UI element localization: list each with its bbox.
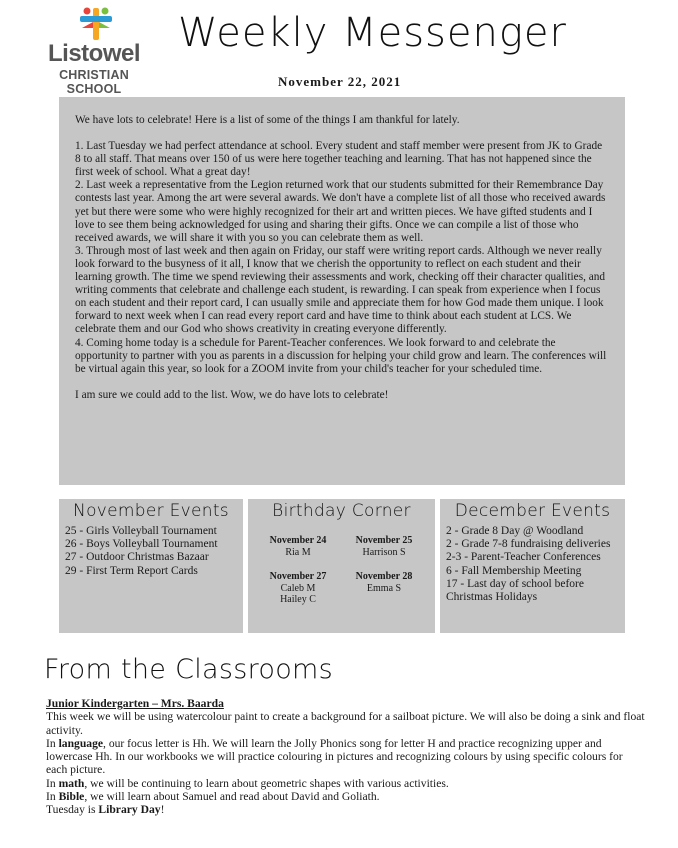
list-item: 26 - Boys Volleyball Tournament [65, 538, 218, 551]
december-events-list [440, 525, 625, 604]
newsletter-date: November 22, 2021 [278, 74, 402, 89]
newsletter-title: Weekly Messenger [178, 10, 567, 56]
principal-message [59, 97, 625, 485]
class-line: In Bible, we will learn about Samuel and read about David and Goliath. [46, 790, 380, 804]
december-events-title: December Events [454, 501, 611, 521]
closing-line: I am sure we could add to the list. Wow, we do have lots to celebrate! [75, 388, 389, 401]
classroom-update [46, 697, 646, 817]
birthday-name: Harrison S [362, 546, 406, 558]
list-item: 29 - First Term Report Cards [65, 564, 198, 577]
thanks-item-3: 3. Through most of last week and then again on Friday, our staff were writing report cards. Although we never really look forward to the busyness of it all, I know that we cherish the opportunity to reflect on each student and their learning growth. The time we spend reviewing their assessments and work, checking off their character qualities, and writing comments that celebrate and challenge each student, is rewarding. I can speak from experience when I focus on each student and their report card, I can usually smile and appreciate them for how God made them unique. I look forward to next week when I can read every report card and have time to think about each student at LCS. We celebrate them and our God who shows creativity in creating everyone differently. [75, 244, 606, 336]
december-events-box [440, 499, 625, 633]
birthday-entry [256, 535, 340, 558]
list-item: 2-3 - Parent-Teacher Conferences [446, 551, 601, 564]
birthday-date: November 28 [355, 571, 413, 582]
birthday-entry [256, 571, 340, 606]
classrooms-section-title: From the Classrooms [44, 654, 334, 685]
birthday-entry [342, 535, 426, 558]
birthday-corner-title: Birthday Corner [272, 501, 411, 521]
school-logo [36, 6, 152, 96]
thanks-item-4: 4. Coming home today is a schedule for Parent-Teacher conferences. We look forward to and celebrate the opportunity to partner with you as parents in a discussion for helping your child grow and learn. The conferences will be virtual again this year, so look for a ZOOM invite from your child's teacher for your scheduled time. [75, 336, 607, 375]
class-heading: Junior Kindergarten – Mrs. Baarda [46, 697, 224, 710]
cross-logo-icon [78, 6, 114, 42]
thanks-item-1: 1. Last Tuesday we had perfect attendance at school. Every student and staff member were present from JK to Grade 8 to all staff. That means over 150 of us were here together teaching and learning. That has not happened since the first week of school. What a great day! [75, 140, 603, 179]
birthday-name: Caleb M [280, 582, 316, 594]
november-events-box [59, 499, 243, 633]
birthday-name: Hailey C [280, 594, 316, 605]
list-item: 2 - Grade 8 Day @ Woodland [446, 525, 584, 537]
birthday-date: November 24 [269, 535, 327, 546]
list-item: 27 - Outdoor Christmas Bazaar [65, 551, 209, 564]
list-item: 2 - Grade 7-8 fundraising deliveries [446, 538, 611, 551]
november-events-list [59, 525, 243, 578]
birthday-entry [342, 571, 426, 594]
birthday-corner-box [248, 499, 435, 633]
logo-wordmark: Listowel [47, 40, 140, 67]
november-events-title: November Events [73, 501, 229, 521]
birthday-name: Ria M [285, 546, 311, 558]
birthday-date: November 27 [269, 571, 327, 582]
class-line: Tuesday is Library Day! [46, 803, 165, 817]
birthday-date: November 25 [355, 535, 413, 546]
intro-paragraph: We have lots to celebrate! Here is a list of some of the things I am thankful for lately. [75, 114, 460, 126]
class-line: In language, our focus letter is Hh. We will learn the Jolly Phonics song for letter H and practice recognizing upper and lowercase Hh. In our workbooks we will practice colouring in pictures and recognizing colours by using specific colours for each picture. [46, 736, 623, 777]
list-item: 17 - Last day of school before Christmas Holidays [446, 577, 584, 604]
list-item: 25 - Girls Volleyball Tournament [65, 525, 217, 537]
class-line: In math, we will be continuing to learn about geometric shapes with various activities. [46, 776, 449, 790]
list-item: 6 - Fall Membership Meeting [446, 564, 582, 577]
thanks-item-2: 2. Last week a representative from the Legion returned work that our students submitted for their Remembrance Day contests last year. Among the art were several awards. We don't have a complete list of all those who received awards yet but there were some who were highly recognized for their art and written pieces. We have gifted students and I love to see them being acknowledged for using and sharing their gifts. Once we can compile a list of those who received awards, we will share it with you so you can celebrate them as well. [75, 179, 606, 244]
birthday-name: Emma S [366, 582, 402, 594]
class-line: This week we will be using watercolour paint to create a background for a sailboat picture. We will also be doing a sink and float activity. [46, 710, 645, 737]
logo-subtitle: CHRISTIAN SCHOOL [59, 68, 129, 96]
